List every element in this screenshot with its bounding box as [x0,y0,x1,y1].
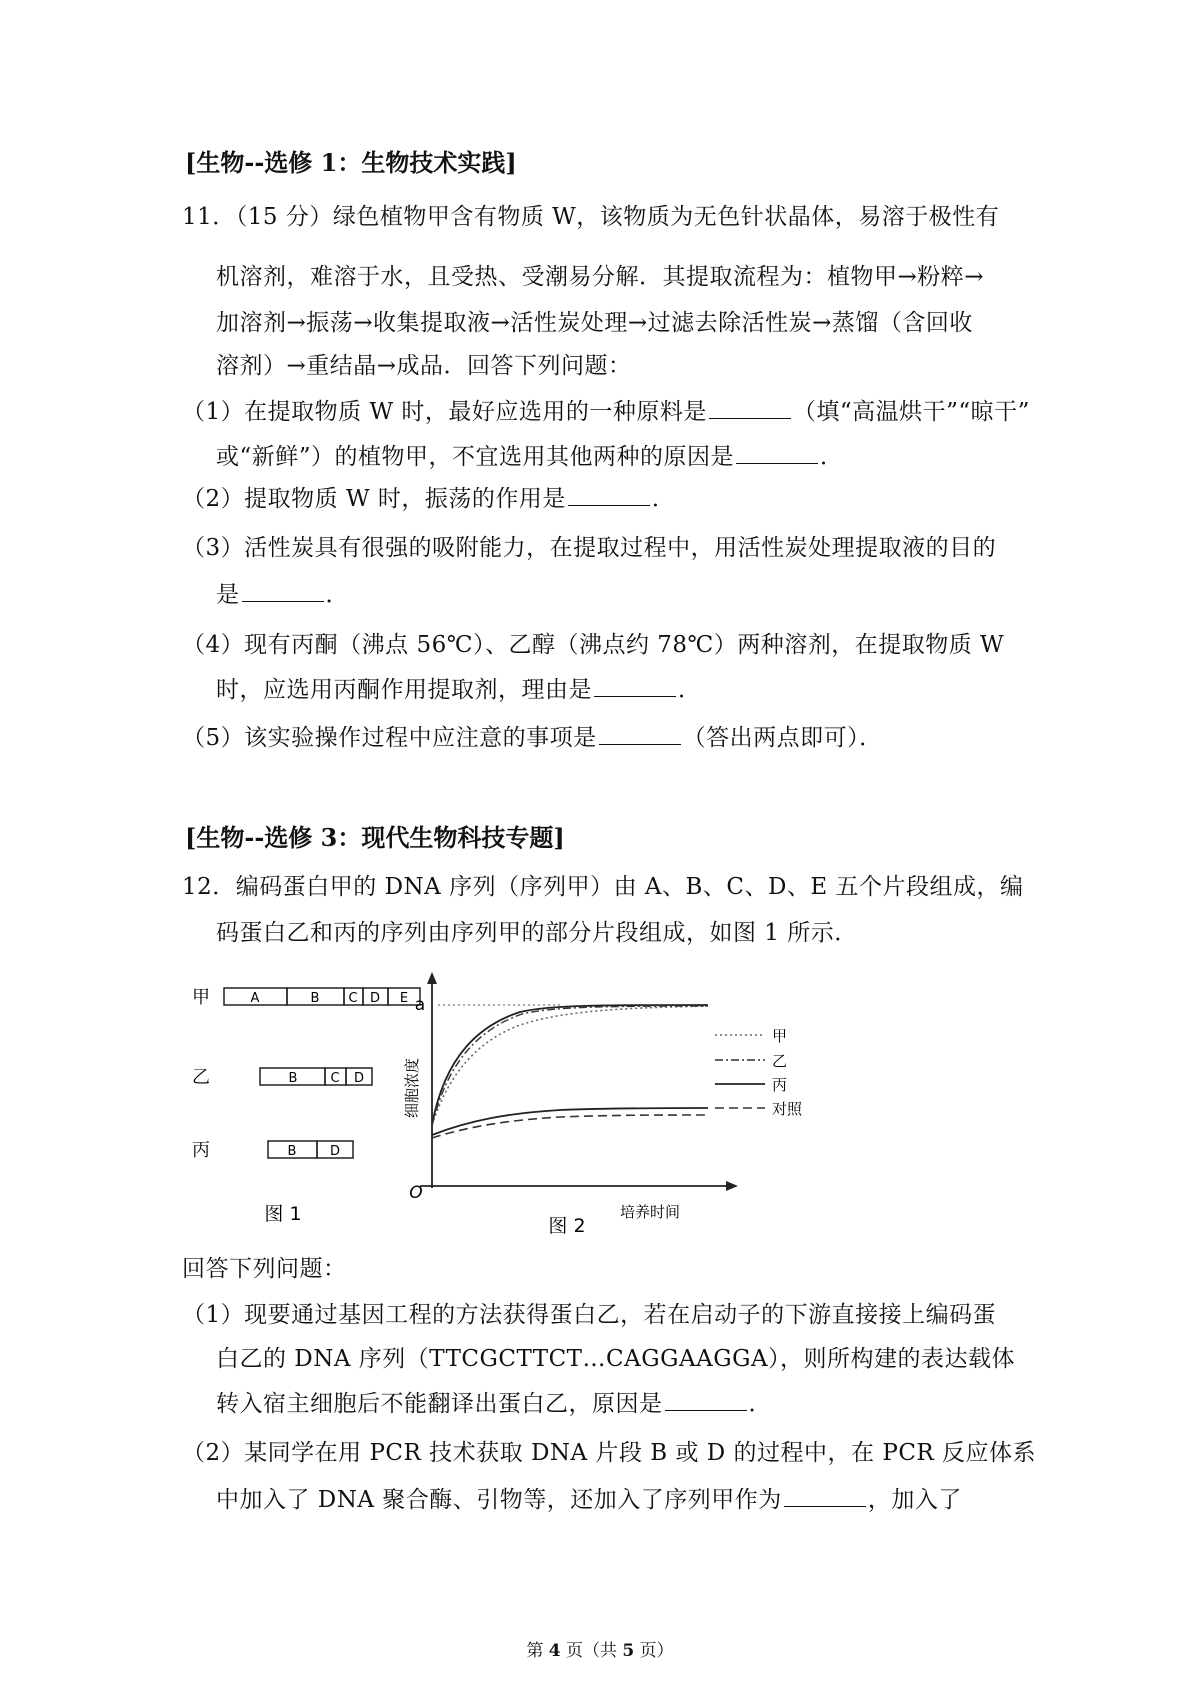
q11-part3-text-2: 是 [216,582,240,608]
origin-label: O [409,1183,423,1203]
q12-prompt: 回答下列问题： [182,1256,347,1282]
segment-b: B [288,1071,298,1086]
q12-part2-line-2 [216,1481,962,1514]
answer-blank[interactable] [242,581,324,602]
answer-blank[interactable] [665,1390,747,1411]
y-axis-arrow-icon [427,972,437,984]
q12-part2-text-2: 中加入了 DNA 聚合酶、引物等，还加入了序列甲作为 [216,1487,782,1513]
q11-part1-line-1 [182,393,1030,426]
sequence-yi [260,1068,372,1086]
answer-blank[interactable] [736,443,818,464]
q11-part1-text-end: （填“高温烘干”“晾干” [792,399,1030,425]
page-number: 4 [548,1641,561,1661]
q11-stem-line-2: 机溶剂，难溶于水，且受热、受潮易分解．其提取流程为：植物甲→粉粹→ [216,264,985,290]
figures [180,970,900,1240]
section-title-elective-1: [生物--选修 1：生物技术实践] [185,148,517,177]
period: ． [678,677,702,703]
q11-stem-line-4: 溶剂）→重结晶→成品．回答下列问题： [216,353,632,379]
q11-part5 [182,719,883,752]
curve-low-solid [432,1108,708,1135]
curve-control [432,1115,708,1138]
period: ． [651,486,676,512]
legend [715,1027,803,1118]
q12-part1-text-3: 转入宿主细胞后不能翻译出蛋白乙，原因是 [216,1391,663,1417]
sequence-bing [268,1141,353,1159]
segment-a: A [250,991,260,1006]
period: ． [325,582,349,608]
q12-part1-line-1: （1）现要通过基因工程的方法获得蛋白乙，若在启动子的下游直接接上编码蛋 [182,1302,997,1328]
segment-d: D [369,991,381,1006]
figure-1 [192,987,423,1225]
q11-part4-line-1: （4）现有丙酮（沸点 56℃）、乙醇（沸点约 78℃）两种溶剂，在提取物质 W [182,632,1005,658]
segment-c: C [348,991,358,1006]
y-axis-label: 细胞浓度 [403,1057,421,1119]
legend-bing: 丙 [772,1076,788,1094]
q11-part2-text: （2）提取物质 W 时，振荡的作用是 [182,486,566,512]
footer-text: 第 [526,1641,549,1661]
q11-part5-text-end: （答出两点即可）． [682,725,883,751]
answer-blank[interactable] [594,676,676,697]
row-label-bing: 丙 [192,1140,210,1161]
segment-b: B [287,1144,297,1159]
sequence-jia [224,988,420,1006]
x-axis-arrow-icon [726,1181,738,1191]
row-label-yi: 乙 [192,1067,210,1088]
legend-jia: 甲 [772,1027,788,1045]
segment-d: D [353,1071,365,1086]
q12-stem-line-1: 12．编码蛋白甲的 DNA 序列（序列甲）由 A、B、C、D、E 五个片段组成，编 [182,874,1024,900]
q11-stem-line-3: 加溶剂→振荡→收集提取液→活性炭处理→过滤去除活性炭→蒸馏（含回收 [216,310,973,336]
page-total: 5 [622,1641,635,1661]
curve-jia [432,1006,708,1125]
row-label-jia: 甲 [192,987,210,1008]
x-axis-label: 培养时间 [619,1203,681,1221]
answer-blank[interactable] [568,485,650,506]
q11-part3-line-2 [216,576,349,609]
segment-e: E [399,991,409,1006]
answer-blank[interactable] [709,398,791,419]
segment-b: B [310,991,320,1006]
period: ． [748,1391,772,1417]
q12-part2-line-1: （2）某同学在用 PCR 技术获取 DNA 片段 B 或 D 的过程中，在 PCR 反应体系 [182,1440,1037,1466]
q11-part1-line-2 [216,438,844,471]
q11-part5-text: （5）该实验操作过程中应注意的事项是 [182,725,597,751]
legend-control: 对照 [772,1100,803,1118]
figure-2 [403,972,803,1237]
footer-text: 页） [634,1641,674,1661]
footer-text: 页（共 [560,1641,623,1661]
figure-2-caption: 图 2 [548,1215,586,1237]
q11-part1-text-2: 或“新鲜”）的植物甲，不宜选用其他两种的原因是 [216,444,735,470]
q12-part1-line-2: 白乙的 DNA 序列（TTCGCTTCT…CAGGAAGGA），则所构建的表达载体 [216,1346,1016,1372]
q11-part1-text: （1）在提取物质 W 时，最好应选用的一种原料是 [182,399,707,425]
q12-stem-line-2: 码蛋白乙和丙的序列由序列甲的部分片段组成，如图 1 所示． [216,920,858,946]
y-max-label: a [414,995,426,1015]
answer-blank[interactable] [784,1486,866,1507]
q11-part4-text-2: 时，应选用丙酮作用提取剂，理由是 [216,677,592,703]
figure-1-caption: 图 1 [264,1203,302,1225]
legend-yi: 乙 [772,1052,788,1070]
q11-stem-line-1: 11．（15 分）绿色植物甲含有物质 W，该物质为无色针状晶体，易溶于极性有 [182,204,1000,230]
curve-bing [432,1005,708,1125]
section-title-elective-3: [生物--选修 3：现代生物科技专题] [185,823,565,852]
segment-d: D [329,1144,341,1159]
q12-part2-text-end: ，加入了 [867,1487,962,1513]
q11-part2 [182,480,675,513]
period: ． [820,444,844,470]
segment-c: C [330,1071,340,1086]
answer-blank[interactable] [599,724,681,745]
q11-part4-line-2 [216,671,702,704]
q12-part1-line-3 [216,1385,772,1418]
page-footer [0,1636,1200,1661]
q11-part3-line-1: （3）活性炭具有很强的吸附能力，在提取过程中，用活性炭处理提取液的目的 [182,535,997,561]
